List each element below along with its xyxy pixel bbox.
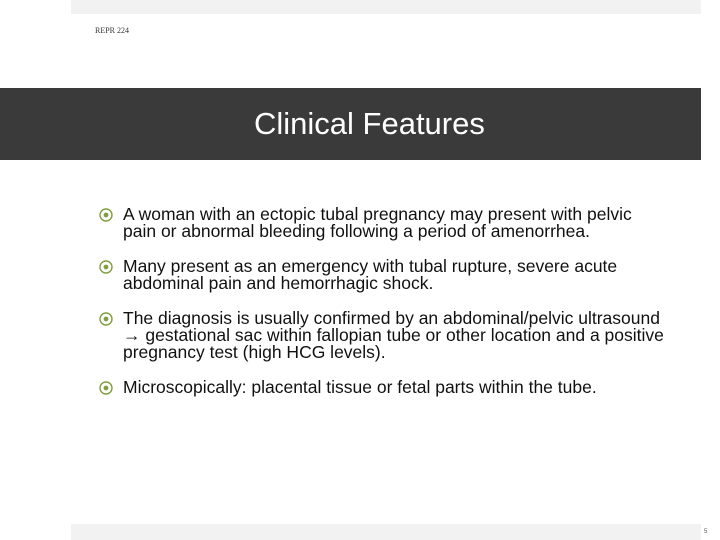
slide-number: 5 <box>704 529 708 535</box>
bullet-item <box>99 258 669 292</box>
bullet-text: The diagnosis is usually confirmed by an abdominal/pelvic ultrasound → gestational sac within fallopian tube or other location and a positive pregnancy test (high HCG levels). <box>123 308 664 362</box>
bullet-text: Microscopically: placental tissue or fetal parts within the tube. <box>123 377 597 397</box>
target-bullet-icon <box>99 312 113 326</box>
bullet-item <box>99 206 669 240</box>
bullet-item <box>99 379 669 396</box>
target-bullet-icon <box>99 260 113 274</box>
target-bullet-icon <box>99 208 113 222</box>
top-decorative-strip <box>71 0 701 14</box>
slide-title: Clinical Features <box>254 106 485 141</box>
bullet-text: Many present as an emergency with tubal rupture, severe acute abdominal pain and hemorrhagic shock. <box>123 256 618 293</box>
bottom-decorative-strip <box>71 524 701 540</box>
target-bullet-icon <box>99 381 113 395</box>
bullet-item <box>99 310 669 361</box>
bullet-text: A woman with an ectopic tubal pregnancy may present with pelvic pain or abnormal bleeding following a period of amenorrhea. <box>123 204 632 241</box>
bullet-list <box>99 206 669 396</box>
course-code: REPR 224 <box>95 26 130 35</box>
